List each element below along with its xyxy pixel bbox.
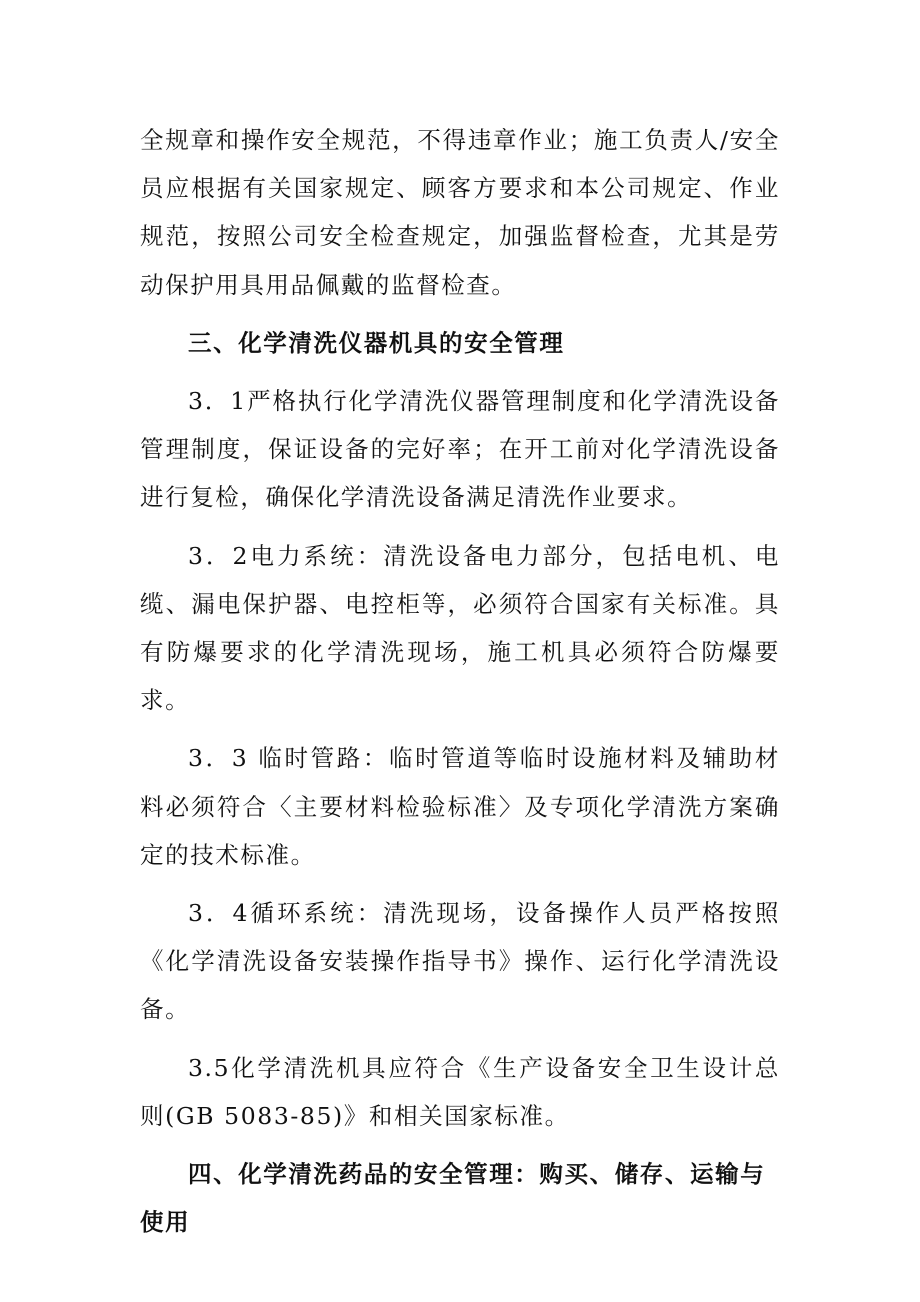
paragraph-safety-rules: 全规章和操作安全规范，不得违章作业；施工负责人/安全员应根据有关国家规定、顾客方要求和本公司规定、作业规范，按照公司安全检查规定，加强监督检查，尤其是劳动保护用具用品佩戴的监督检查。 <box>140 126 780 299</box>
document-body <box>140 116 780 1246</box>
paragraph-3-4: 3．4循环系统：清洗现场，设备操作人员严格按照《化学清洗设备安装操作指导书》操作、运行化学清洗设备。 <box>140 899 780 1024</box>
paragraph-3-5: 3.5化学清洗机具应符合《生产设备安全卫生设计总则(GB 5083-85)》和相关国家标准。 <box>140 1053 780 1130</box>
paragraph-gap <box>140 309 780 319</box>
paragraph-gap <box>140 1034 780 1044</box>
paragraph-gap <box>140 1140 780 1150</box>
paragraph-gap <box>140 522 780 532</box>
paragraph-gap <box>140 879 780 889</box>
paragraph-gap <box>140 367 780 377</box>
paragraph-3-3: 3．3 临时管路：临时管道等临时设施材料及辅助材料必须符合〈主要材料检验标准〉及专项化学清洗方案确定的技术标准。 <box>140 744 780 869</box>
paragraph-gap <box>140 724 780 734</box>
paragraph-3-2: 3．2电力系统：清洗设备电力部分，包括电机、电缆、漏电保护器、电控柜等，必须符合国家有关标准。具有防爆要求的化学清洗现场，施工机具必须符合防爆要求。 <box>140 541 780 715</box>
section-heading-4: 四、化学清洗药品的安全管理：购买、储存、运输与使用 <box>140 1160 766 1237</box>
paragraph-3-1: 3．1严格执行化学清洗仪器管理制度和化学清洗设备管理制度，保证设备的完好率；在开工前对化学清洗设备进行复检，确保化学清洗设备满足清洗作业要求。 <box>140 387 780 512</box>
section-heading-3: 三、化学清洗仪器机具的安全管理 <box>188 328 565 357</box>
